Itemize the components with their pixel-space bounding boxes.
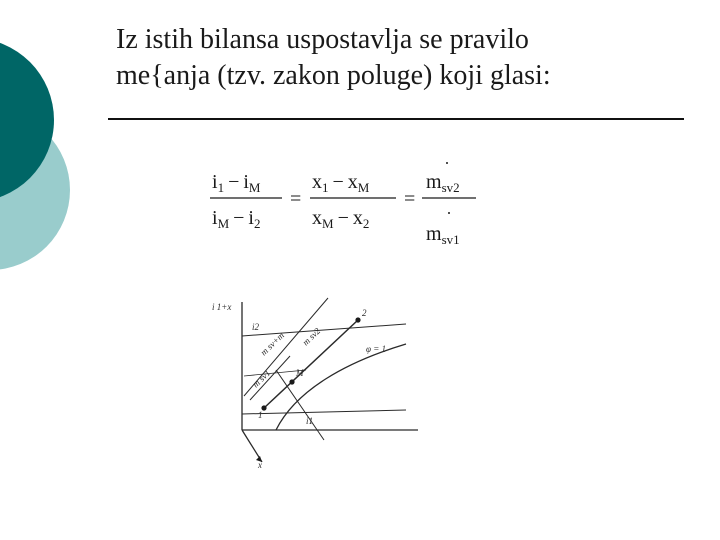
line-i1 (242, 410, 406, 414)
label-phi: φ = 1 (366, 344, 387, 354)
decorative-circles (0, 0, 80, 300)
equals-sign-2: = (404, 188, 416, 210)
label-i2: i2 (252, 322, 260, 332)
frac3-denominator: $m_{sv1}$ (426, 223, 460, 247)
slide-title (116, 22, 696, 94)
frac3-numerator: $m_{sv2}$ (426, 171, 460, 195)
label-point-2: 2 (362, 308, 367, 318)
equals-sign-1: = (290, 188, 302, 210)
label-point-m: M (296, 368, 304, 378)
lever-rule-formula (200, 150, 490, 250)
y-axis-label: i 1+x (212, 302, 232, 312)
title-line-2: me{anja (tzv. zakon poluge) koji glasi: (116, 60, 551, 91)
x-axis-label: x (258, 460, 262, 470)
label-i1: i1 (306, 416, 314, 426)
frac2-numerator: $x_1 - x_M$ (312, 171, 370, 195)
label-msv2: m sv2 (300, 325, 323, 348)
frac2-denominator: $x_M - x_2$ (312, 207, 370, 231)
title-divider (108, 118, 684, 120)
frac1-denominator: $i_M - i_2$ (212, 207, 261, 231)
dot-over-msv2 (446, 162, 448, 164)
label-msv1-m: m sv1 (250, 367, 273, 390)
mixing-diagram (206, 290, 426, 470)
title-line-1: Iz istih bilansa uspostavlja se pravilo (116, 24, 529, 55)
label-msv-m: m sv+m (258, 330, 287, 358)
point-2 (355, 317, 360, 322)
frac1-numerator: $i_1 - i_M$ (212, 171, 261, 195)
dot-over-msv1 (448, 212, 450, 214)
line-i2 (242, 324, 406, 336)
point-m (289, 379, 294, 384)
saturation-curve (276, 344, 406, 430)
label-point-1: 1 (258, 410, 263, 420)
